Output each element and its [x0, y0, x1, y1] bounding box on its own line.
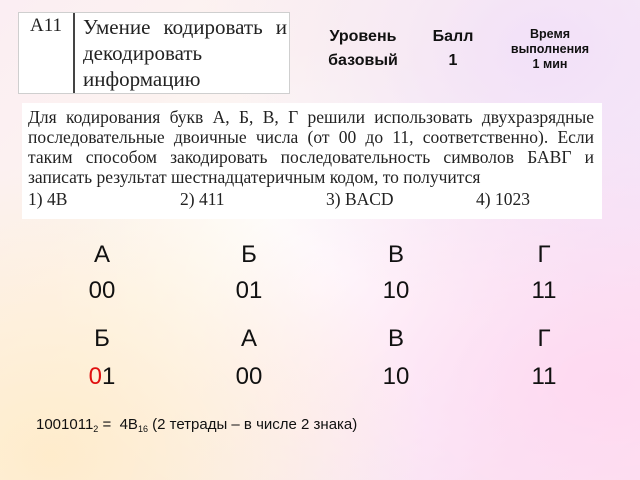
table2-code-4 — [504, 363, 584, 391]
question-box — [22, 103, 602, 219]
highlighted-digit: 0 — [88, 363, 102, 390]
time-label-line1: Время — [530, 27, 570, 41]
code-rest: 11 — [531, 363, 557, 390]
code-rest: 00 — [235, 363, 263, 390]
question-text: Для кодирования букв А, Б, В, Г решили использовать двухразрядные последовательные двоичные числа (от 00 до 11, соответственно). Если таким способом закодировать последовательность символов БАВГ и записать результат шестнадцатеричным кодом, то получится — [28, 107, 594, 187]
task-title: Умение кодировать и декодировать информацию — [83, 15, 287, 91]
table2-letter-3: В — [387, 325, 404, 352]
table2-code-3 — [356, 363, 436, 391]
time-label — [498, 27, 602, 72]
option-1[interactable]: 1) 4B — [28, 189, 68, 209]
code-rest: 10 — [382, 363, 410, 390]
score-value: 1 — [448, 52, 458, 69]
table1-letter-v: В — [387, 241, 404, 268]
answer-options — [28, 189, 594, 211]
score-label: Балл — [432, 28, 474, 45]
table1-letter-a: А — [93, 241, 110, 268]
table1-code-b: 01 — [235, 277, 263, 304]
table1-code-a: 00 — [88, 277, 116, 304]
conversion-result — [36, 416, 357, 433]
hex-number: 4B — [119, 416, 138, 433]
level-label: Уровень — [329, 28, 397, 45]
table2-letter-1: Б — [94, 325, 110, 352]
level-value: базовый — [328, 52, 398, 69]
table1-code-g: 11 — [531, 277, 557, 304]
table1-letter-b: Б — [241, 241, 257, 268]
table2-code-1 — [62, 363, 142, 391]
table1-letter-g: Г — [537, 241, 551, 268]
table2-letter-2: А — [240, 325, 257, 352]
option-3[interactable]: 3) BACD — [326, 189, 394, 209]
equals-sign: = — [98, 416, 120, 433]
table2-letter-4: Г — [537, 325, 551, 352]
time-label-line2: выполнения — [510, 42, 590, 56]
hex-base: 16 — [137, 424, 148, 434]
option-4[interactable]: 4) 1023 — [476, 189, 530, 209]
time-value: 1 мин — [532, 57, 568, 71]
conversion-note: (2 тетрады – в числе 2 знака) — [147, 416, 358, 433]
binary-number: 1001011 — [36, 416, 94, 433]
task-code: А11 — [19, 13, 75, 93]
table2-code-2 — [209, 363, 289, 391]
task-header-box — [18, 12, 290, 94]
option-2[interactable]: 2) 411 — [180, 189, 225, 209]
code-rest: 1 — [102, 363, 116, 390]
binary-base: 2 — [93, 424, 99, 434]
table1-code-v: 10 — [382, 277, 410, 304]
